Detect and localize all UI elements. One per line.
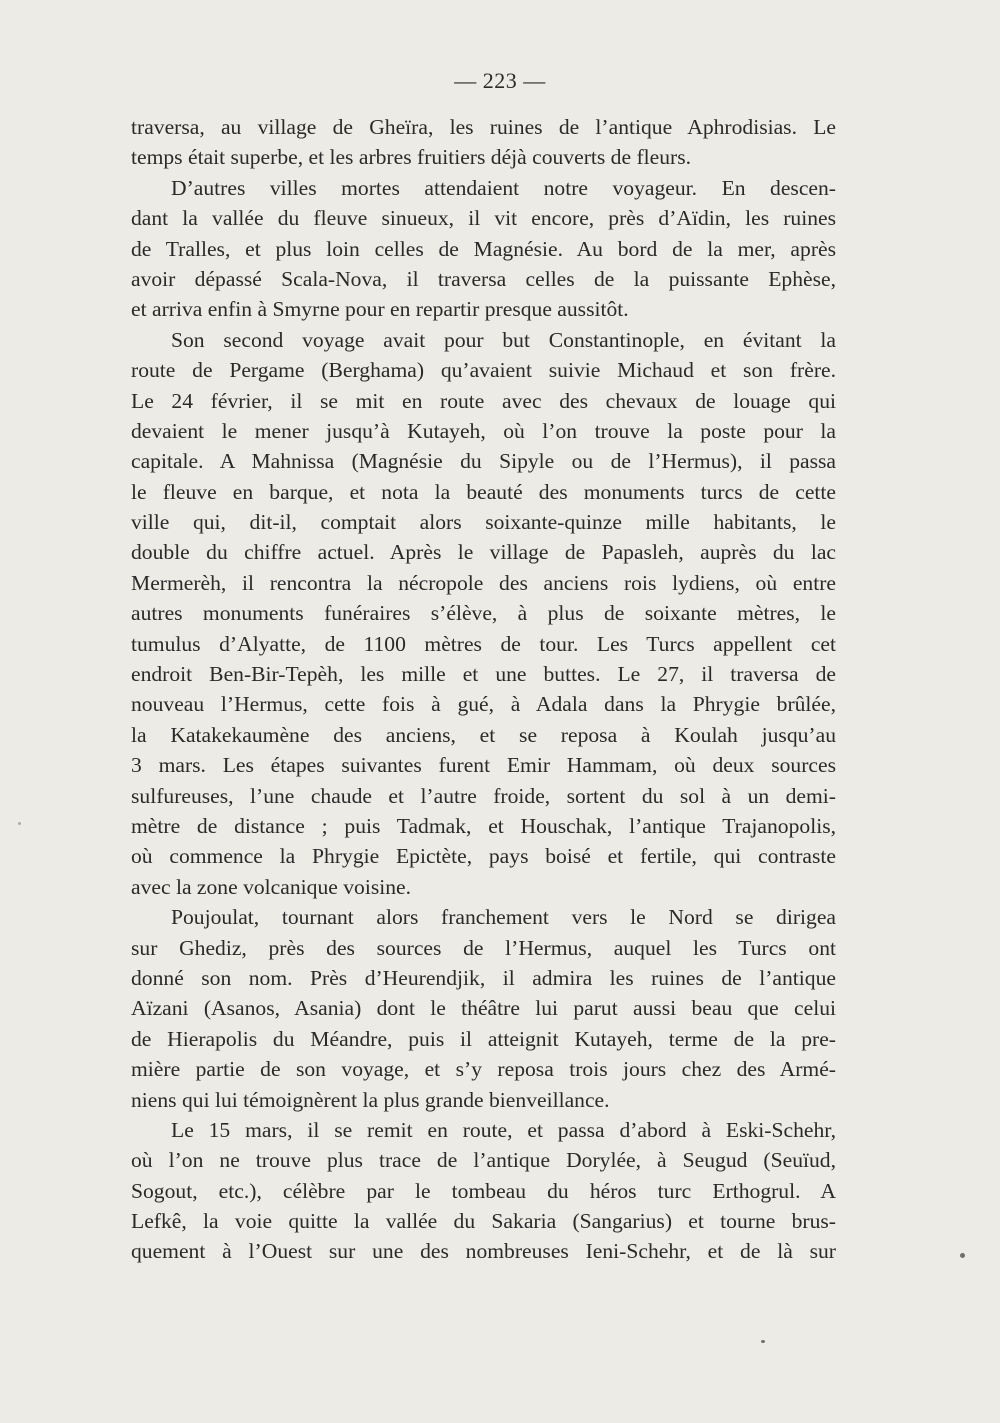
text-line: route de Pergame (Berghama) qu’avaient suivie Michaud et son frère. — [131, 358, 836, 383]
text-line: Son second voyage avait pour but Constantinople, en évitant la — [171, 327, 836, 352]
print-speck — [18, 822, 21, 825]
text-line: 3 mars. Les étapes suivantes furent Emir Hammam, où deux sources — [131, 753, 836, 778]
text-line: Le 24 février, il se mit en route avec des chevaux de louage qui — [131, 388, 836, 413]
text-line: donné son nom. Près d’Heurendjik, il admira les ruines de l’antique — [131, 965, 836, 990]
text-line: dant la vallée du fleuve sinueux, il vit encore, près d’Aïdin, les ruines — [131, 206, 836, 231]
text-line: autres monuments funéraires s’élève, à plus de soixante mètres, le — [131, 601, 836, 626]
text-line: D’autres villes mortes attendaient notre voyageur. En descen- — [171, 175, 836, 200]
text-line: Poujoulat, tournant alors franchement vers le Nord se dirigea — [171, 905, 836, 930]
text-line: de Tralles, et plus loin celles de Magnésie. Au bord de la mer, après — [131, 236, 836, 261]
text-line: Sogout, etc.), célèbre par le tombeau du héros turc Erthogrul. A — [131, 1178, 836, 1203]
text-line: de Hierapolis du Méandre, puis il atteignit Kutayeh, terme de la pre- — [131, 1026, 836, 1051]
text-line: Le 15 mars, il se remit en route, et passa d’abord à Eski-Schehr, — [171, 1117, 836, 1142]
text-line: tumulus d’Alyatte, de 1100 mètres de tour. Les Turcs appellent cet — [131, 631, 836, 656]
text-line: sulfureuses, l’une chaude et l’autre froide, sortent du sol à un demi- — [131, 783, 836, 808]
text-line: le fleuve en barque, et nota la beauté des monuments turcs de cette — [131, 479, 836, 504]
page-number: — 223 — — [454, 68, 546, 93]
text-line: la Katakekaumène des anciens, et se reposa à Koulah jusqu’au — [131, 722, 836, 747]
text-line: Aïzani (Asanos, Asania) dont le théâtre lui parut aussi beau que celui — [131, 996, 836, 1021]
text-line: et arriva enfin à Smyrne pour en repartir presque aussitôt. — [131, 297, 629, 322]
text-line: niens qui lui témoignèrent la plus grande bienveillance. — [131, 1087, 610, 1112]
text-line: Mermerèh, il rencontra la nécropole des anciens rois lydiens, où entre — [131, 570, 836, 595]
body-text — [131, 112, 836, 1267]
text-line: avoir dépassé Scala-Nova, il traversa celles de la puissante Ephèse, — [131, 266, 836, 291]
text-line: devaient le mener jusqu’à Kutayeh, où l’on trouve la poste pour la — [131, 418, 836, 443]
text-line: nouveau l’Hermus, cette fois à gué, à Adala dans la Phrygie brûlée, — [131, 692, 836, 717]
text-line: traversa, au village de Gheïra, les ruines de l’antique Aphrodisias. Le — [131, 115, 836, 139]
text-line: endroit Ben-Bir-Tepèh, les mille et une buttes. Le 27, il traversa de — [131, 662, 836, 687]
text-line: Lefkê, la voie quitte la vallée du Sakaria (Sangarius) et tourne brus- — [131, 1209, 836, 1234]
text-line: mière partie de son voyage, et s’y reposa trois jours chez des Armé- — [131, 1057, 836, 1082]
print-speck — [960, 1253, 965, 1258]
text-line: capitale. A Mahnissa (Magnésie du Sipyle ou de l’Hermus), il passa — [131, 449, 836, 474]
text-line: sur Ghediz, près des sources de l’Hermus, auquel les Turcs ont — [131, 935, 836, 960]
text-line: ville qui, dit-il, comptait alors soixante-quinze mille habitants, le — [131, 510, 836, 535]
text-line: double du chiffre actuel. Après le village de Papasleh, auprès du lac — [131, 540, 836, 565]
text-line: mètre de distance ; puis Tadmak, et Houschak, l’antique Trajanopolis, — [131, 813, 836, 838]
text-line: avec la zone volcanique voisine. — [131, 874, 412, 899]
print-speck — [761, 1340, 765, 1343]
text-line: où commence la Phrygie Epictète, pays boisé et fertile, qui contraste — [131, 844, 836, 869]
text-line: quement à l’Ouest sur une des nombreuses Ieni-Schehr, et de là sur — [131, 1239, 836, 1264]
text-line: où l’on ne trouve plus trace de l’antique Dorylée, à Seugud (Seuïud, — [131, 1148, 836, 1173]
text-line: temps était superbe, et les arbres fruitiers déjà couverts de fleurs. — [131, 145, 692, 170]
